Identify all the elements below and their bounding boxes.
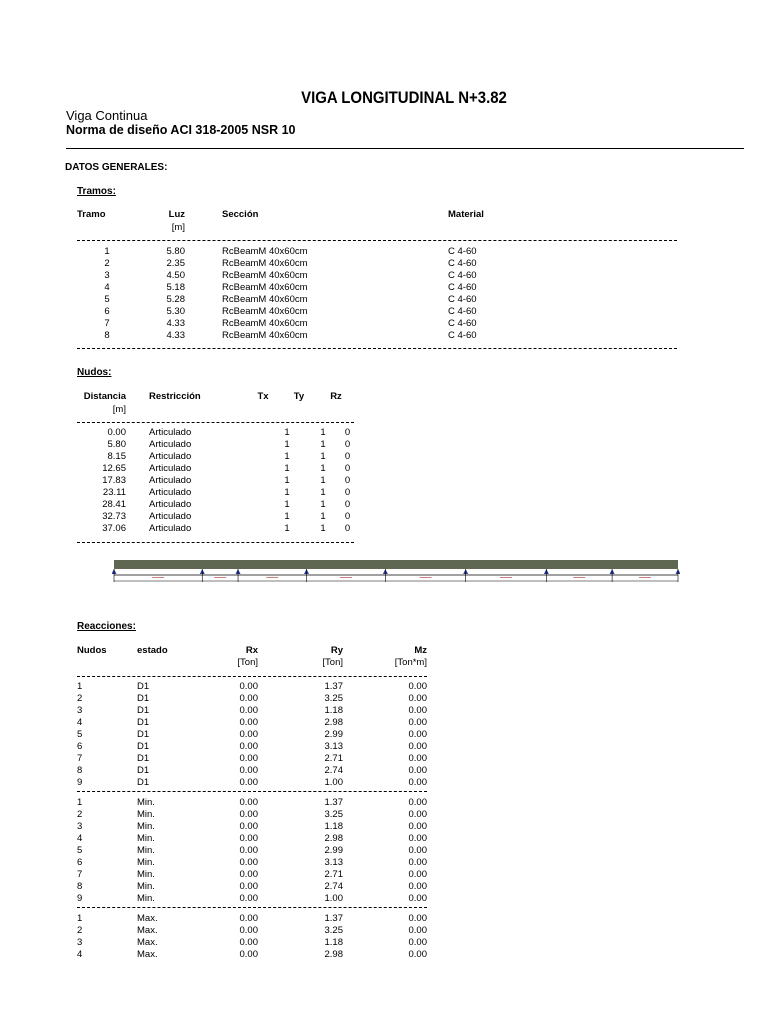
rx-cell: 0.00 xyxy=(239,765,258,776)
distancia-cell: 37.06 xyxy=(102,523,126,534)
spacer-cell xyxy=(239,463,269,475)
reacciones-group-divider xyxy=(77,907,427,908)
ry-cell: 2.98 xyxy=(324,717,343,728)
mz-cell: 0.00 xyxy=(408,857,427,868)
spacer-cell xyxy=(239,499,269,511)
tramos-divider-top xyxy=(77,240,677,241)
table-row xyxy=(77,318,677,330)
spacer-cell xyxy=(239,511,269,523)
estado-cell: Min. xyxy=(137,857,155,868)
col-distancia-unit: [m] xyxy=(112,404,126,415)
spacer-cell xyxy=(239,439,269,451)
rx-cell: 0.00 xyxy=(239,693,258,704)
mz-cell: 0.00 xyxy=(408,741,427,752)
ry-cell: 2.99 xyxy=(324,845,343,856)
table-row xyxy=(77,729,427,741)
col-rz: Rz xyxy=(330,391,342,402)
rx-cell: 0.00 xyxy=(239,913,258,924)
ry-cell: 1.00 xyxy=(324,893,343,904)
ty-cell: 1 xyxy=(320,451,326,462)
reacciones-group xyxy=(77,681,427,789)
distancia-cell: 17.83 xyxy=(102,475,126,486)
ry-cell: 3.25 xyxy=(324,809,343,820)
table-row xyxy=(77,258,677,270)
rx-cell: 0.00 xyxy=(239,821,258,832)
material-cell: C 4-60 xyxy=(448,282,477,293)
spacer-cell xyxy=(185,306,222,318)
distancia-cell: 23.11 xyxy=(102,487,126,498)
table-row xyxy=(77,705,427,717)
col-mz-unit: [Ton*m] xyxy=(394,657,427,668)
estado-cell: D1 xyxy=(137,765,150,776)
col-nudos: Nudos xyxy=(77,645,107,656)
nudo-cell: 5 xyxy=(77,845,83,856)
beam-body xyxy=(114,560,678,569)
restriccion-cell: Articulado xyxy=(149,439,192,450)
nudo-cell: 1 xyxy=(77,797,83,808)
nudo-cell: 4 xyxy=(77,833,83,844)
estado-cell: D1 xyxy=(137,753,150,764)
spacer-cell xyxy=(239,523,269,535)
table-row xyxy=(77,439,354,451)
rx-cell: 0.00 xyxy=(239,809,258,820)
col-tx: Tx xyxy=(257,391,269,402)
nudos-heading: Nudos: xyxy=(77,367,112,378)
tramos-divider-bottom xyxy=(77,348,677,349)
restriccion-cell: Articulado xyxy=(149,451,192,462)
ry-cell: 1.18 xyxy=(324,705,343,716)
tx-cell: 1 xyxy=(284,511,290,522)
mz-cell: 0.00 xyxy=(408,809,427,820)
material-cell: C 4-60 xyxy=(448,294,477,305)
luz-cell: 2.35 xyxy=(166,258,185,269)
spacer-cell xyxy=(126,523,149,535)
tx-cell: 1 xyxy=(284,487,290,498)
material-cell: C 4-60 xyxy=(448,318,477,329)
spacer-cell xyxy=(126,475,149,487)
table-row xyxy=(77,753,427,765)
ry-cell: 3.25 xyxy=(324,925,343,936)
estado-cell: Min. xyxy=(137,821,155,832)
ry-cell: 2.74 xyxy=(324,765,343,776)
table-row xyxy=(77,427,354,439)
ry-cell: 2.74 xyxy=(324,881,343,892)
table-row xyxy=(77,845,427,857)
table-row xyxy=(77,741,427,753)
reacciones-header xyxy=(77,645,429,671)
restriccion-cell: Articulado xyxy=(149,463,192,474)
rx-cell: 0.00 xyxy=(239,705,258,716)
distancia-cell: 12.65 xyxy=(102,463,126,474)
rz-cell: 0 xyxy=(344,523,351,534)
mz-cell: 0.00 xyxy=(408,729,427,740)
ry-cell: 1.18 xyxy=(324,821,343,832)
estado-cell: D1 xyxy=(137,729,150,740)
ty-cell: 1 xyxy=(320,487,326,498)
ry-cell: 3.13 xyxy=(324,741,343,752)
table-row xyxy=(77,681,427,693)
tramos-heading: Tramos: xyxy=(77,186,116,197)
subtitle-beam-type: Viga Continua xyxy=(66,108,148,123)
nudo-cell: 7 xyxy=(77,869,83,880)
material-cell: C 4-60 xyxy=(448,270,477,281)
ty-cell: 1 xyxy=(320,463,326,474)
tx-cell: 1 xyxy=(284,427,290,438)
table-row xyxy=(77,809,427,821)
rx-cell: 0.00 xyxy=(239,717,258,728)
spacer-cell xyxy=(126,511,149,523)
ry-cell: 2.71 xyxy=(324,753,343,764)
table-row xyxy=(77,463,354,475)
rz-cell: 0 xyxy=(344,487,351,498)
mz-cell: 0.00 xyxy=(408,925,427,936)
estado-cell: Max. xyxy=(137,937,158,948)
ry-cell: 2.71 xyxy=(324,869,343,880)
spacer-cell xyxy=(126,451,149,463)
seccion-cell: RcBeamM 40x60cm xyxy=(222,270,308,281)
mz-cell: 0.00 xyxy=(408,705,427,716)
distancia-cell: 28.41 xyxy=(102,499,126,510)
page-title: VIGA LONGITUDINAL N+3.82 xyxy=(301,88,507,107)
rx-cell: 0.00 xyxy=(239,777,258,788)
nudo-cell: 5 xyxy=(77,729,83,740)
table-row xyxy=(77,499,354,511)
material-cell: C 4-60 xyxy=(448,246,477,257)
nudo-cell: 4 xyxy=(77,949,83,960)
table-row xyxy=(77,475,354,487)
table-row xyxy=(77,777,427,789)
luz-cell: 4.33 xyxy=(166,318,185,329)
seccion-cell: RcBeamM 40x60cm xyxy=(222,282,308,293)
estado-cell: D1 xyxy=(137,717,150,728)
table-row xyxy=(77,451,354,463)
nudo-cell: 2 xyxy=(77,809,83,820)
ty-cell: 1 xyxy=(320,511,326,522)
ry-cell: 2.98 xyxy=(324,833,343,844)
col-mz: Mz xyxy=(414,645,427,656)
ty-cell: 1 xyxy=(320,523,326,534)
nudos-divider-bottom xyxy=(77,542,354,543)
rz-cell: 0 xyxy=(344,451,351,462)
luz-cell: 5.30 xyxy=(166,306,185,317)
table-row xyxy=(77,881,427,893)
tramo-cell: 1 xyxy=(104,246,110,257)
mz-cell: 0.00 xyxy=(408,833,427,844)
nudo-cell: 6 xyxy=(77,857,83,868)
rx-cell: 0.00 xyxy=(239,925,258,936)
table-row xyxy=(77,693,427,705)
table-row xyxy=(77,833,427,845)
tx-cell: 1 xyxy=(284,439,290,450)
nudo-cell: 7 xyxy=(77,753,83,764)
restriccion-cell: Articulado xyxy=(149,511,192,522)
estado-cell: Max. xyxy=(137,925,158,936)
col-restriccion: Restricción xyxy=(149,391,201,402)
table-row xyxy=(77,857,427,869)
rz-cell: 0 xyxy=(344,511,351,522)
spacer-cell xyxy=(126,427,149,439)
luz-cell: 4.33 xyxy=(166,330,185,341)
table-row xyxy=(77,893,427,905)
mz-cell: 0.00 xyxy=(408,753,427,764)
table-row xyxy=(77,523,354,535)
tramos-table xyxy=(77,246,677,342)
tx-cell: 1 xyxy=(284,475,290,486)
table-row xyxy=(77,330,677,342)
table-row xyxy=(77,270,677,282)
table-row xyxy=(77,282,677,294)
restriccion-cell: Articulado xyxy=(149,499,192,510)
rx-cell: 0.00 xyxy=(239,881,258,892)
ty-cell: 1 xyxy=(320,427,326,438)
tx-cell: 1 xyxy=(284,463,290,474)
table-row xyxy=(77,925,427,937)
beam-diagram xyxy=(112,560,680,584)
nudo-cell: 6 xyxy=(77,741,83,752)
subtitle-design-code: Norma de diseño ACI 318-2005 NSR 10 xyxy=(66,123,296,137)
rx-cell: 0.00 xyxy=(239,949,258,960)
seccion-cell: RcBeamM 40x60cm xyxy=(222,306,308,317)
estado-cell: D1 xyxy=(137,777,150,788)
ry-cell: 3.25 xyxy=(324,693,343,704)
estado-cell: D1 xyxy=(137,705,150,716)
rz-cell: 0 xyxy=(344,475,351,486)
nudo-cell: 9 xyxy=(77,893,83,904)
restriccion-cell: Articulado xyxy=(149,487,192,498)
table-row xyxy=(77,717,427,729)
mz-cell: 0.00 xyxy=(408,681,427,692)
estado-cell: D1 xyxy=(137,693,150,704)
seccion-cell: RcBeamM 40x60cm xyxy=(222,246,308,257)
tx-cell: 1 xyxy=(284,451,290,462)
table-row xyxy=(77,765,427,777)
ry-cell: 2.98 xyxy=(324,949,343,960)
restriccion-cell: Articulado xyxy=(149,427,192,438)
rz-cell: 0 xyxy=(344,439,351,450)
reacciones-group-divider xyxy=(77,791,427,792)
tramo-cell: 2 xyxy=(104,258,110,269)
spacer-cell xyxy=(239,487,269,499)
nudo-cell: 8 xyxy=(77,881,83,892)
restriccion-cell: Articulado xyxy=(149,475,192,486)
luz-cell: 5.80 xyxy=(166,246,185,257)
spacer-cell xyxy=(185,294,222,306)
spacer-cell xyxy=(185,330,222,342)
estado-cell: Min. xyxy=(137,809,155,820)
reacciones-divider-top xyxy=(77,676,427,677)
col-ry-unit: [Ton] xyxy=(322,657,343,668)
rz-cell: 0 xyxy=(344,463,351,474)
estado-cell: D1 xyxy=(137,741,150,752)
tramos-header xyxy=(77,209,681,235)
mz-cell: 0.00 xyxy=(408,693,427,704)
distancia-cell: 32.73 xyxy=(102,511,126,522)
spacer-cell xyxy=(185,258,222,270)
spacer-cell xyxy=(126,439,149,451)
tramo-cell: 6 xyxy=(104,306,110,317)
seccion-cell: RcBeamM 40x60cm xyxy=(222,294,308,305)
spacer-cell xyxy=(185,318,222,330)
rx-cell: 0.00 xyxy=(239,893,258,904)
table-row xyxy=(77,797,427,809)
rx-cell: 0.00 xyxy=(239,869,258,880)
col-tramo: Tramo xyxy=(77,209,106,220)
rz-cell: 0 xyxy=(344,427,351,438)
nudos-table xyxy=(77,427,354,535)
mz-cell: 0.00 xyxy=(408,765,427,776)
luz-cell: 5.18 xyxy=(166,282,185,293)
spacer-cell xyxy=(126,463,149,475)
table-row xyxy=(77,511,354,523)
table-row xyxy=(77,949,427,961)
spacer-cell xyxy=(239,475,269,487)
restriccion-cell: Articulado xyxy=(149,523,192,534)
estado-cell: D1 xyxy=(137,681,150,692)
col-seccion: Sección xyxy=(222,209,259,220)
ry-cell: 1.37 xyxy=(324,681,343,692)
nudos-header xyxy=(77,391,357,417)
spacer-cell xyxy=(239,451,269,463)
estado-cell: Max. xyxy=(137,913,158,924)
tramo-cell: 7 xyxy=(104,318,110,329)
rx-cell: 0.00 xyxy=(239,681,258,692)
ry-cell: 1.00 xyxy=(324,777,343,788)
tramo-cell: 8 xyxy=(104,330,110,341)
reacciones-heading: Reacciones: xyxy=(77,621,136,632)
spacer-cell xyxy=(185,282,222,294)
ry-cell: 1.37 xyxy=(324,913,343,924)
table-row xyxy=(77,487,354,499)
distancia-cell: 8.15 xyxy=(107,451,126,462)
estado-cell: Min. xyxy=(137,869,155,880)
spacer-cell xyxy=(185,246,222,258)
reacciones-group xyxy=(77,797,427,905)
tramo-cell: 3 xyxy=(104,270,110,281)
ry-cell: 1.18 xyxy=(324,937,343,948)
seccion-cell: RcBeamM 40x60cm xyxy=(222,330,308,341)
mz-cell: 0.00 xyxy=(408,949,427,960)
mz-cell: 0.00 xyxy=(408,869,427,880)
estado-cell: Min. xyxy=(137,797,155,808)
mz-cell: 0.00 xyxy=(408,913,427,924)
seccion-cell: RcBeamM 40x60cm xyxy=(222,318,308,329)
mz-cell: 0.00 xyxy=(408,821,427,832)
mz-cell: 0.00 xyxy=(408,845,427,856)
nudo-cell: 8 xyxy=(77,765,83,776)
reacciones-group xyxy=(77,913,427,961)
rz-cell: 0 xyxy=(344,499,351,510)
nudo-cell: 2 xyxy=(77,693,83,704)
rx-cell: 0.00 xyxy=(239,845,258,856)
table-row xyxy=(77,821,427,833)
col-estado: estado xyxy=(137,645,168,656)
luz-cell: 4.50 xyxy=(166,270,185,281)
rx-cell: 0.00 xyxy=(239,797,258,808)
tramo-cell: 4 xyxy=(104,282,110,293)
col-rx-unit: [Ton] xyxy=(237,657,258,668)
nudos-divider-top xyxy=(77,422,354,423)
rx-cell: 0.00 xyxy=(239,741,258,752)
distancia-cell: 5.80 xyxy=(107,439,126,450)
col-distancia: Distancia xyxy=(83,391,126,402)
spacer-cell xyxy=(185,270,222,282)
col-luz: Luz xyxy=(168,209,185,220)
estado-cell: Max. xyxy=(137,949,158,960)
distancia-cell: 0.00 xyxy=(107,427,126,438)
table-row xyxy=(77,306,677,318)
mz-cell: 0.00 xyxy=(408,893,427,904)
material-cell: C 4-60 xyxy=(448,330,477,341)
col-rx: Rx xyxy=(245,645,258,656)
material-cell: C 4-60 xyxy=(448,306,477,317)
seccion-cell: RcBeamM 40x60cm xyxy=(222,258,308,269)
tx-cell: 1 xyxy=(284,499,290,510)
nudo-cell: 9 xyxy=(77,777,83,788)
nudo-cell: 3 xyxy=(77,705,83,716)
tx-cell: 1 xyxy=(284,523,290,534)
table-row xyxy=(77,869,427,881)
col-ry: Ry xyxy=(330,645,343,656)
title-divider xyxy=(66,148,744,149)
ry-cell: 2.99 xyxy=(324,729,343,740)
nudo-cell: 3 xyxy=(77,821,83,832)
nudo-cell: 4 xyxy=(77,717,83,728)
mz-cell: 0.00 xyxy=(408,777,427,788)
ty-cell: 1 xyxy=(320,499,326,510)
rx-cell: 0.00 xyxy=(239,937,258,948)
mz-cell: 0.00 xyxy=(408,937,427,948)
ry-cell: 1.37 xyxy=(324,797,343,808)
spacer-cell xyxy=(126,487,149,499)
table-row xyxy=(77,294,677,306)
ty-cell: 1 xyxy=(320,439,326,450)
rx-cell: 0.00 xyxy=(239,729,258,740)
mz-cell: 0.00 xyxy=(408,881,427,892)
rx-cell: 0.00 xyxy=(239,857,258,868)
estado-cell: Min. xyxy=(137,893,155,904)
tramo-cell: 5 xyxy=(104,294,110,305)
estado-cell: Min. xyxy=(137,881,155,892)
table-row xyxy=(77,913,427,925)
table-row xyxy=(77,937,427,949)
rx-cell: 0.00 xyxy=(239,753,258,764)
material-cell: C 4-60 xyxy=(448,258,477,269)
estado-cell: Min. xyxy=(137,845,155,856)
col-ty: Ty xyxy=(293,391,305,402)
ty-cell: 1 xyxy=(320,475,326,486)
col-luz-unit: [m] xyxy=(171,222,185,233)
nudo-cell: 2 xyxy=(77,925,83,936)
luz-cell: 5.28 xyxy=(166,294,185,305)
nudo-cell: 1 xyxy=(77,913,83,924)
mz-cell: 0.00 xyxy=(408,797,427,808)
rx-cell: 0.00 xyxy=(239,833,258,844)
col-material: Material xyxy=(448,209,484,220)
mz-cell: 0.00 xyxy=(408,717,427,728)
table-row xyxy=(77,246,677,258)
section-general-heading: DATOS GENERALES: xyxy=(65,162,168,173)
ry-cell: 3.13 xyxy=(324,857,343,868)
nudo-cell: 1 xyxy=(77,681,83,692)
spacer-cell xyxy=(239,427,269,439)
estado-cell: Min. xyxy=(137,833,155,844)
spacer-cell xyxy=(126,499,149,511)
nudo-cell: 3 xyxy=(77,937,83,948)
